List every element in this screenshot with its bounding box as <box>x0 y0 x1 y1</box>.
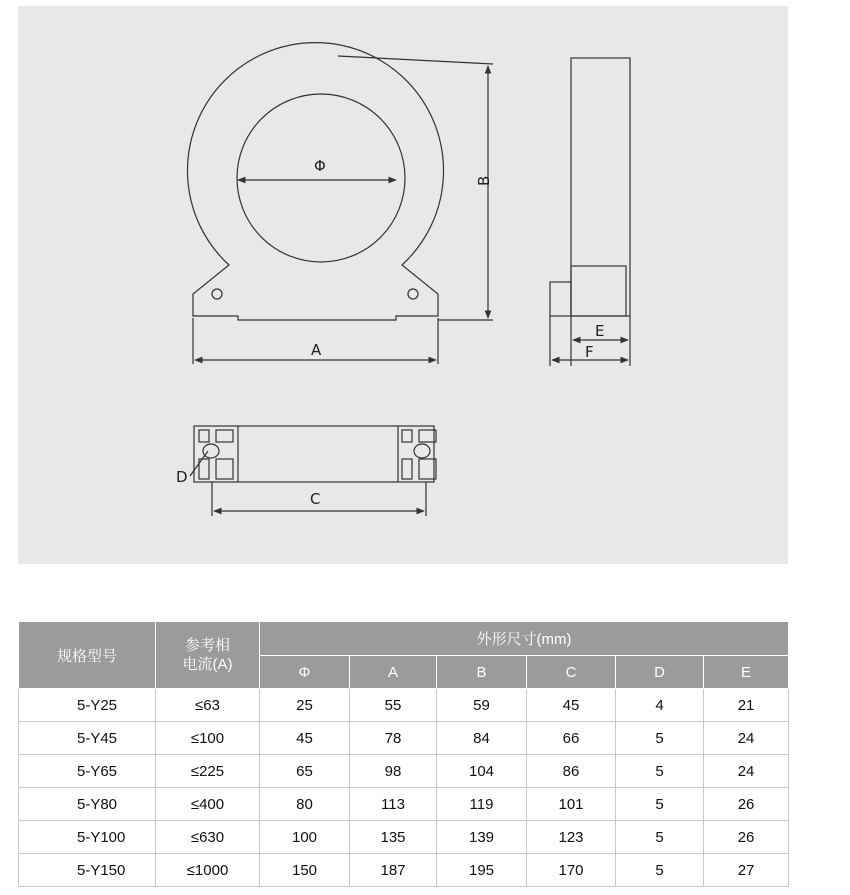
table-row <box>19 821 789 854</box>
cell-e: 27 <box>704 854 789 887</box>
bottom-hole-right <box>414 444 430 458</box>
ring-inner-circle <box>237 94 405 262</box>
cell-a: 98 <box>350 755 437 788</box>
b-label: B <box>475 175 493 186</box>
cell-model: 5-Y150 <box>19 854 156 887</box>
cell-c: 123 <box>527 821 616 854</box>
header-current-line2: 电流(A) <box>182 656 233 673</box>
spec-table <box>18 621 789 887</box>
cell-model: 5-Y100 <box>19 821 156 854</box>
cell-c: 45 <box>527 689 616 722</box>
cell-current: ≤225 <box>156 755 260 788</box>
cell-current: ≤63 <box>156 689 260 722</box>
cell-d: 5 <box>616 755 704 788</box>
cell-a: 187 <box>350 854 437 887</box>
cell-e: 26 <box>704 788 789 821</box>
table-row <box>19 722 789 755</box>
phi-label: Φ <box>314 157 326 175</box>
side-body <box>571 58 630 316</box>
f-label: F <box>585 343 594 361</box>
side-view <box>550 58 630 366</box>
d-label: D <box>176 468 188 486</box>
cell-d: 5 <box>616 722 704 755</box>
dimension-drawing <box>18 6 788 564</box>
cell-a: 78 <box>350 722 437 755</box>
cell-model: 5-Y80 <box>19 788 156 821</box>
header-model: 规格型号 <box>19 622 156 689</box>
cell-d: 5 <box>616 821 704 854</box>
cell-d: 5 <box>616 788 704 821</box>
table-row <box>19 755 789 788</box>
header-col-e: E <box>704 656 789 689</box>
header-col-phi: Φ <box>260 656 350 689</box>
cell-b: 119 <box>437 788 527 821</box>
cell-e: 24 <box>704 722 789 755</box>
cell-d: 4 <box>616 689 704 722</box>
cell-b: 139 <box>437 821 527 854</box>
header-col-d: D <box>616 656 704 689</box>
cell-a: 113 <box>350 788 437 821</box>
cell-a: 55 <box>350 689 437 722</box>
mount-hole-left <box>212 289 222 299</box>
cell-c: 86 <box>527 755 616 788</box>
cell-b: 195 <box>437 854 527 887</box>
side-terminal-box <box>571 266 626 316</box>
header-dimensions: 外形尺寸(mm) <box>260 622 789 656</box>
cell-b: 104 <box>437 755 527 788</box>
table-row <box>19 854 789 887</box>
technical-drawing-panel <box>18 6 788 564</box>
cell-phi: 100 <box>260 821 350 854</box>
cell-phi: 25 <box>260 689 350 722</box>
cell-model: 5-Y25 <box>19 689 156 722</box>
cell-a: 135 <box>350 821 437 854</box>
cell-c: 170 <box>527 854 616 887</box>
front-view <box>188 43 494 364</box>
mount-hole-right <box>408 289 418 299</box>
header-col-c: C <box>527 656 616 689</box>
bottom-hole-left <box>203 444 219 458</box>
header-current <box>156 622 260 689</box>
cell-e: 21 <box>704 689 789 722</box>
cell-phi: 150 <box>260 854 350 887</box>
header-current-line1: 参考相 <box>184 637 230 654</box>
cell-b: 84 <box>437 722 527 755</box>
b-extension-top <box>338 56 493 64</box>
header-col-b: B <box>437 656 527 689</box>
cell-phi: 45 <box>260 722 350 755</box>
cell-e: 26 <box>704 821 789 854</box>
cell-b: 59 <box>437 689 527 722</box>
table-row <box>19 689 789 722</box>
cell-d: 5 <box>616 854 704 887</box>
a-label: A <box>311 341 322 359</box>
cell-current: ≤400 <box>156 788 260 821</box>
e-label: E <box>595 322 605 340</box>
cell-model: 5-Y45 <box>19 722 156 755</box>
cell-current: ≤100 <box>156 722 260 755</box>
cell-e: 24 <box>704 755 789 788</box>
cell-c: 66 <box>527 722 616 755</box>
header-col-a: A <box>350 656 437 689</box>
cell-model: 5-Y65 <box>19 755 156 788</box>
c-label: C <box>310 490 321 508</box>
side-terminal-tab <box>550 282 571 316</box>
cell-phi: 65 <box>260 755 350 788</box>
cell-phi: 80 <box>260 788 350 821</box>
cell-current: ≤1000 <box>156 854 260 887</box>
table-row <box>19 788 789 821</box>
cell-c: 101 <box>527 788 616 821</box>
cell-current: ≤630 <box>156 821 260 854</box>
